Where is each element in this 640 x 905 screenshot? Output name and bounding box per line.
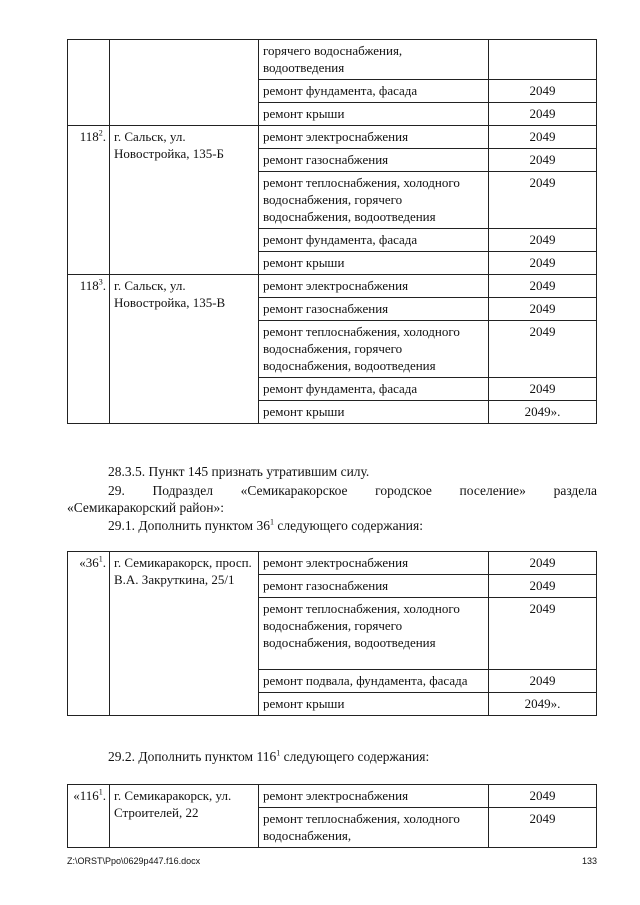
address-cell: г. Семикаракорск, ул. Строителей, 22 (110, 785, 259, 848)
work-cell: ремонт фундамента, фасада (259, 229, 489, 252)
year-cell: 2049 (489, 378, 597, 401)
table-row (68, 785, 597, 808)
work-cell: ремонт крыши (259, 252, 489, 275)
work-cell: ремонт фундамента, фасада (259, 80, 489, 103)
year-cell: 2049 (489, 80, 597, 103)
year-cell: 2049 (489, 229, 597, 252)
year-cell: 2049 (489, 575, 597, 598)
address-cell: г. Сальск, ул. Новостройка, 135-Б (110, 126, 259, 275)
work-cell: ремонт газоснабжения (259, 575, 489, 598)
year-cell: 2049 (489, 552, 597, 575)
year-cell (489, 40, 597, 80)
work-cell: ремонт теплоснабжения, холодного водоснабжения, (259, 808, 489, 848)
footer-file-path: Z:\ORST\Ppo\0629p447.f16.docx (67, 856, 201, 866)
num-cell: «$116^1$. (68, 785, 110, 848)
paragraph-29-1: 29.1. Дополнить пунктом $36^1$ следующего содержания: (108, 517, 423, 533)
address-cell (110, 40, 259, 126)
table-row (68, 126, 597, 149)
paragraph-28-3-5: 28.3.5. Пункт 145 признать утратившим силу. (108, 464, 370, 479)
table-row (68, 275, 597, 298)
paragraph-29-line2: «Семикаракорский район»: (67, 500, 224, 515)
year-cell: 2049 (489, 149, 597, 172)
paragraph-29-2: 29.2. Дополнить пунктом $116^1$ следующего содержания: (108, 748, 430, 764)
num-cell: $118^3$. (68, 275, 110, 424)
work-cell: ремонт крыши (259, 401, 489, 424)
work-cell: ремонт фундамента, фасада (259, 378, 489, 401)
work-cell: ремонт крыши (259, 103, 489, 126)
work-cell: ремонт электроснабжения (259, 126, 489, 149)
year-cell: 2049 (489, 252, 597, 275)
year-cell: 2049 (489, 598, 597, 670)
work-cell: ремонт подвала, фундамента, фасада (259, 670, 489, 693)
year-cell: 2049 (489, 808, 597, 848)
address-cell: г. Сальск, ул. Новостройка, 135-В (110, 275, 259, 424)
year-cell: 2049 (489, 785, 597, 808)
work-cell: ремонт электроснабжения (259, 785, 489, 808)
work-cell: ремонт теплоснабжения, холодного водоснабжения, горячего водоснабжения, водоотведения (259, 598, 489, 670)
num-cell: «$36^1$. (68, 552, 110, 716)
work-cell: ремонт газоснабжения (259, 149, 489, 172)
year-cell: 2049 (489, 670, 597, 693)
work-cell: ремонт электроснабжения (259, 275, 489, 298)
table-1 (67, 39, 597, 424)
year-cell: 2049 (489, 275, 597, 298)
footer-page-number: 133 (581, 856, 597, 866)
table-3 (67, 784, 597, 848)
work-cell: ремонт газоснабжения (259, 298, 489, 321)
work-cell: ремонт электроснабжения (259, 552, 489, 575)
table-row (68, 552, 597, 575)
year-cell: 2049 (489, 298, 597, 321)
year-cell: 2049 (489, 172, 597, 229)
address-cell: г. Семикаракорск, просп. В.А. Закруткина, 25/1 (110, 552, 259, 716)
work-cell: ремонт теплоснабжения, холодного водоснабжения, горячего водоснабжения, водоотведения (259, 172, 489, 229)
num-cell (68, 40, 110, 126)
num-cell: $118^2$. (68, 126, 110, 275)
year-cell: 2049 (489, 103, 597, 126)
table-row (68, 40, 597, 80)
year-cell: 2049 (489, 321, 597, 378)
work-cell: горячего водоснабжения, водоотведения (259, 40, 489, 80)
work-cell: ремонт крыши (259, 693, 489, 716)
table-2 (67, 551, 597, 716)
paragraph-29-line1: 29. Подраздел «Семикаракорское городское поселение» раздела (108, 483, 597, 498)
year-cell: 2049». (489, 693, 597, 716)
year-cell: 2049 (489, 126, 597, 149)
work-cell: ремонт теплоснабжения, холодного водоснабжения, горячего водоснабжения, водоотведения (259, 321, 489, 378)
year-cell: 2049». (489, 401, 597, 424)
